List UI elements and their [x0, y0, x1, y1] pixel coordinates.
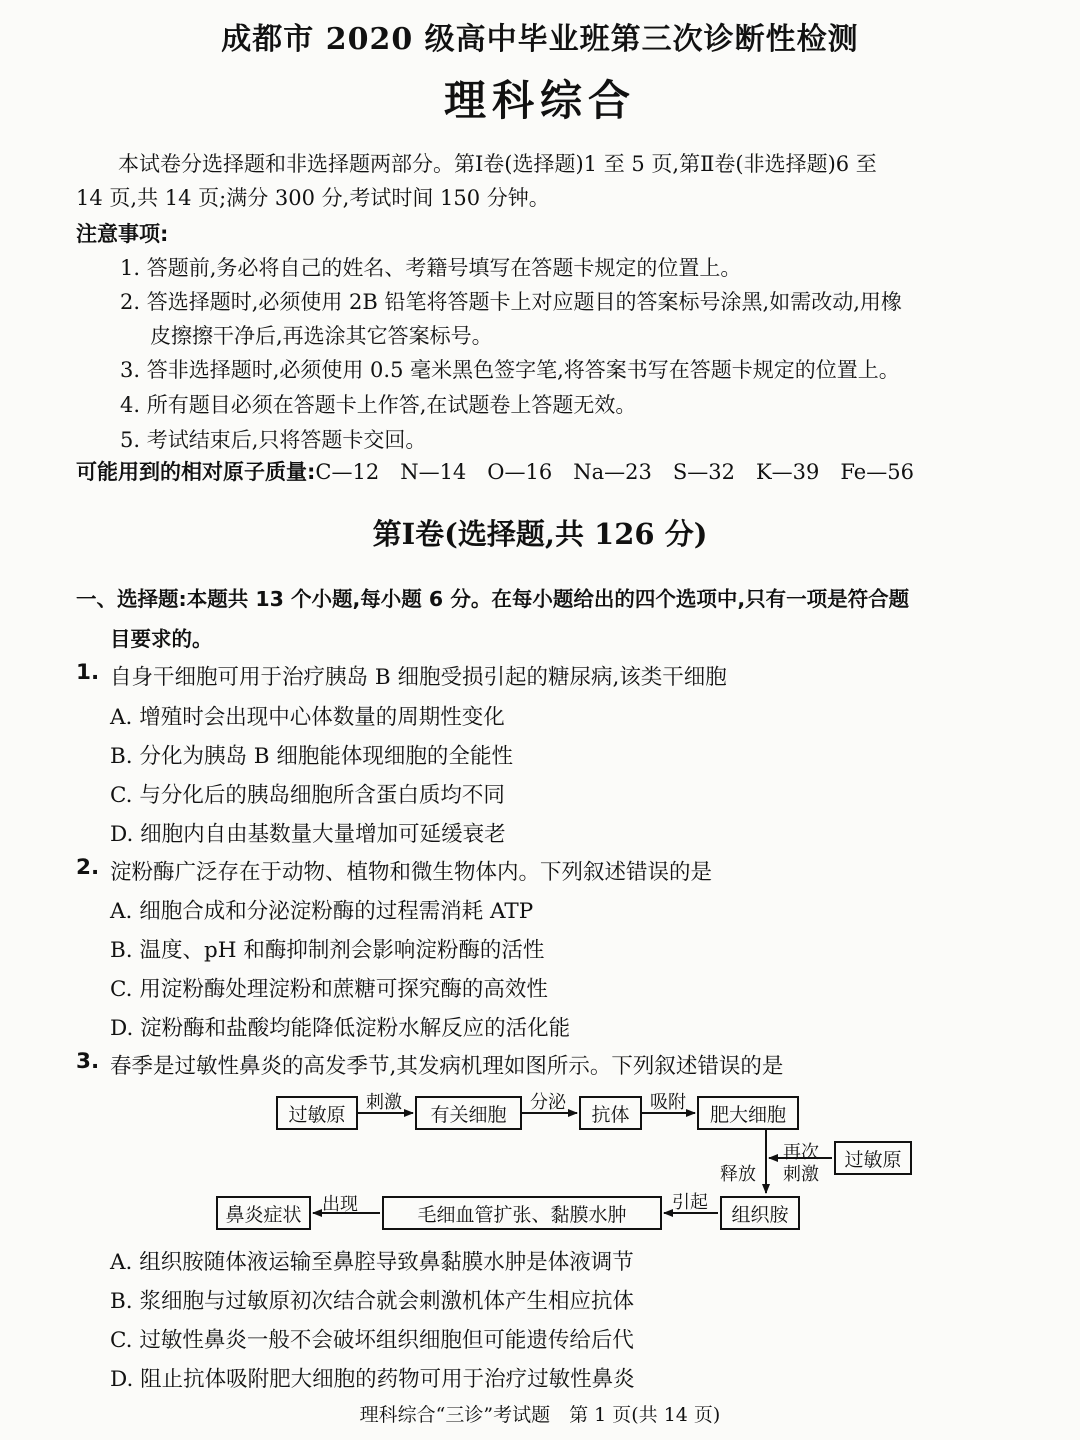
option-a: A. 组织胺随体液运输至鼻腔导致鼻黏膜水肿是体液调节: [110, 1250, 634, 1275]
part-instruction-line-2: 目要求的。: [110, 627, 213, 651]
option-a: A. 增殖时会出现中心体数量的周期性变化: [110, 705, 505, 730]
option-d: D. 细胞内自由基数量大量增加可延缓衰老: [110, 822, 506, 847]
part-instruction-line-1: 一、选择题:本题共 13 个小题,每小题 6 分。在每小题给出的四个选项中,只有一项是符合题: [76, 587, 910, 611]
node-capillary-edema: 毛细血管扩张、黏膜水肿: [382, 1196, 662, 1230]
edge-label-release: 释放: [720, 1164, 756, 1185]
section-title: 第Ⅰ卷(选择题,共 126 分): [372, 517, 708, 551]
page-footer: 理科综合“三诊”考试题 第 1 页(共 14 页): [359, 1404, 721, 1426]
edge-label-adsorb: 吸附: [650, 1092, 686, 1113]
intro-line-2: 14 页,共 14 页;满分 300 分,考试时间 150 分钟。: [76, 186, 550, 210]
notice-item: 1. 答题前,务必将自己的姓名、考籍号填写在答题卡规定的位置上。: [120, 256, 742, 280]
option-c: C. 用淀粉酶处理淀粉和蔗糖可探究酶的高效性: [110, 977, 548, 1002]
edge-label-stimulate: 刺激: [366, 1092, 402, 1113]
option-d: D. 淀粉酶和盐酸均能降低淀粉水解反应的活化能: [110, 1016, 571, 1041]
question-stem: 自身干细胞可用于治疗胰岛 B 细胞受损引起的糖尿病,该类干细胞: [110, 665, 727, 690]
edge-label-appear: 出现: [322, 1194, 358, 1215]
intro-line-1: 本试卷分选择题和非选择题两部分。第Ⅰ卷(选择题)1 至 5 页,第Ⅱ卷(非选择题)6 至: [118, 152, 877, 176]
question-stem: 春季是过敏性鼻炎的高发季节,其发病机理如图所示。下列叙述错误的是: [110, 1054, 784, 1079]
notice-item: 4. 所有题目必须在答题卡上作答,在试题卷上答题无效。: [120, 393, 637, 417]
node-related-cells: 有关细胞: [415, 1096, 522, 1130]
node-antibody: 抗体: [579, 1096, 642, 1130]
option-c: C. 与分化后的胰岛细胞所含蛋白质均不同: [110, 783, 505, 808]
option-a: A. 细胞合成和分泌淀粉酶的过程需消耗 ATP: [110, 899, 534, 924]
node-rhinitis-symptom: 鼻炎症状: [216, 1196, 311, 1230]
notice-item: 3. 答非选择题时,必须使用 0.5 毫米黑色签字笔,将答案书写在答题卡规定的位置上。: [120, 358, 900, 382]
subject-title: 理科综合: [443, 76, 636, 125]
node-mast-cell: 肥大细胞: [697, 1096, 799, 1130]
edge-label-again-stimulate: 刺激: [783, 1164, 819, 1185]
option-b: B. 温度、pH 和酶抑制剂会影响淀粉酶的活性: [110, 938, 545, 963]
question-number: 1.: [76, 660, 100, 685]
atomic-mass-values: C—12 N—14 O—16 Na—23 S—32 K—39 Fe—56: [315, 460, 914, 484]
node-allergen-second: 过敏原: [834, 1141, 912, 1175]
node-allergen: 过敏原: [276, 1096, 358, 1130]
question-stem: 淀粉酶广泛存在于动物、植物和微生物体内。下列叙述错误的是: [110, 860, 713, 885]
notice-item: 5. 考试结束后,只将答题卡交回。: [120, 428, 427, 452]
notice-heading: 注意事项:: [76, 222, 169, 246]
option-c: C. 过敏性鼻炎一般不会破坏组织细胞但可能遗传给后代: [110, 1328, 634, 1353]
question-number: 3.: [76, 1049, 100, 1074]
question-number: 2.: [76, 855, 100, 880]
notice-item: 2. 答选择题时,必须使用 2B 铅笔将答题卡上对应题目的答案标号涂黑,如需改动,用橡: [120, 290, 902, 314]
edge-label-cause: 引起: [672, 1192, 708, 1213]
exam-title: 成都市 2020 级高中毕业班第三次诊断性检测: [221, 22, 859, 57]
option-d: D. 阻止抗体吸附肥大细胞的药物可用于治疗过敏性鼻炎: [110, 1367, 635, 1392]
option-b: B. 浆细胞与过敏原初次结合就会刺激机体产生相应抗体: [110, 1289, 634, 1314]
edge-label-secrete: 分泌: [530, 1092, 566, 1113]
option-b: B. 分化为胰岛 B 细胞能体现细胞的全能性: [110, 744, 513, 769]
atomic-mass-label: 可能用到的相对原子质量:: [76, 460, 316, 484]
notice-item-continued: 皮擦擦干净后,再选涂其它答案标号。: [150, 324, 493, 348]
edge-label-again: 再次: [783, 1142, 819, 1163]
node-histamine: 组织胺: [720, 1196, 800, 1230]
